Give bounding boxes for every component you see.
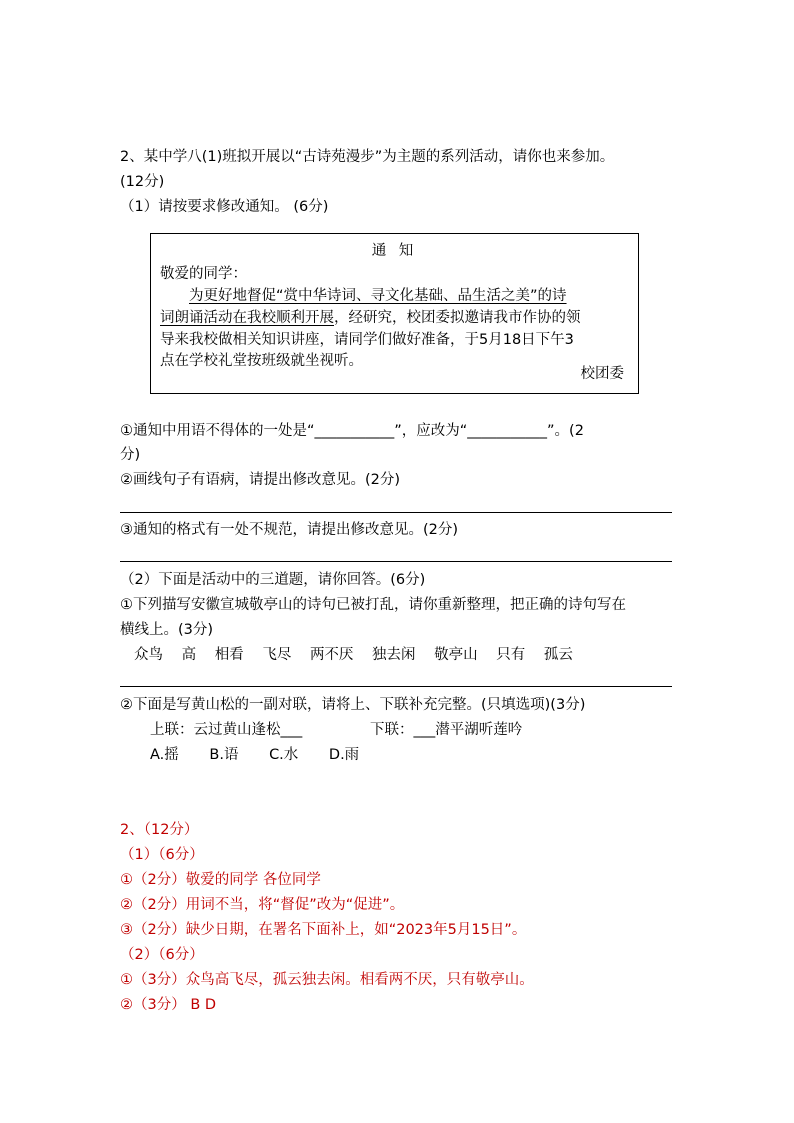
answer-b2: ②（3分） B D [120,997,217,1013]
notice-body-line1: 为更好地督促“赏中华诗词、寻文化基础、品生活之美”的诗 [189,288,567,304]
notice-body-line3: 导来我校做相关知识讲座，请同学们做好准备，于5月18日下午3 [160,332,574,348]
option: C.水 [269,747,299,763]
q2-text: ②画线句子有语病，请提出修改意见。(2分) [120,472,401,488]
word: 高 [181,647,197,663]
word: 孤云 [543,647,573,663]
question-title-line1: 2、某中学八(1)班拟开展以“古诗苑漫步”为主题的系列活动，请你也来参加。 [120,149,615,165]
scrambled-words [134,645,587,665]
notice-title: 通 知 [371,243,418,259]
notice-underlined-text: 词朗诵活动在我校顺利开展 [160,310,334,326]
answer-header: 2、（12分） [120,822,199,838]
option: A.摇 [150,747,179,763]
word: 众鸟 [134,647,163,663]
notice-box [150,233,639,394]
notice-salutation: 敬爱的同学： [160,266,247,282]
answer-b1: ①（3分）众鸟高飞尽，孤云独去闲。相看两不厌，只有敬亭山。 [120,972,534,988]
answer-a1: ①（2分）敬爱的同学 各位同学 [120,872,321,888]
notice-body-line4: 点在学校礼堂按班级就坐视听。 [160,353,363,369]
notice-body-line2-rest: ，经研究，校团委拟邀请我市作协的领 [334,310,581,326]
p2q1-line1: ①下列描写安徽宣城敬亭山的诗句已被打乱，请你重新整理，把正确的诗句写在 [120,597,626,613]
word: 飞尽 [262,647,292,663]
part2-heading: （2）下面是活动中的三道题，请你回答。(6分) [120,572,426,588]
word: 独去闲 [372,647,416,663]
couplet-lower: 下联：___潜平湖听莲吟 [370,722,523,738]
q1-line1: ①通知中用语不得体的一处是“___________”，应改为“___________”。(2 [120,423,584,439]
p2q2-text: ②下面是写黄山松的一副对联，请将上、下联补充完整。(只填选项)(3分) [120,697,586,713]
answer-a3: ③（2分）缺少日期，在署名下面补上，如“2023年5月15日”。 [120,922,527,938]
notice-signature: 校团委 [580,366,624,382]
answer-line-poem [120,686,672,687]
word: 敬亭山 [434,647,478,663]
word: 相看 [214,647,244,663]
question-title-line2: (12分) [120,174,165,190]
answer-part1: （1）（6分） [120,847,204,863]
p2q1-line2: 横线上。(3分) [120,622,214,638]
answer-line-q2 [120,512,672,513]
word: 只有 [496,647,526,663]
couplet-options [150,745,385,765]
answer-line-q3 [120,561,672,562]
q3-text: ③通知的格式有一处不规范，请提出修改意见。(2分) [120,522,459,538]
option: B.语 [209,747,239,763]
answer-a2: ②（2分）用词不当，将“督促”改为“促进”。 [120,897,405,913]
couplet-upper: 上联：云过黄山逢松___ [150,722,303,738]
q1-line2: 分) [120,447,141,463]
word: 两不厌 [309,647,354,663]
option: D.雨 [328,747,360,763]
answer-part2: （2）（6分） [120,947,204,963]
part1-heading: （1）请按要求修改通知。 (6分) [120,199,329,215]
notice-body-line2 [160,308,581,328]
